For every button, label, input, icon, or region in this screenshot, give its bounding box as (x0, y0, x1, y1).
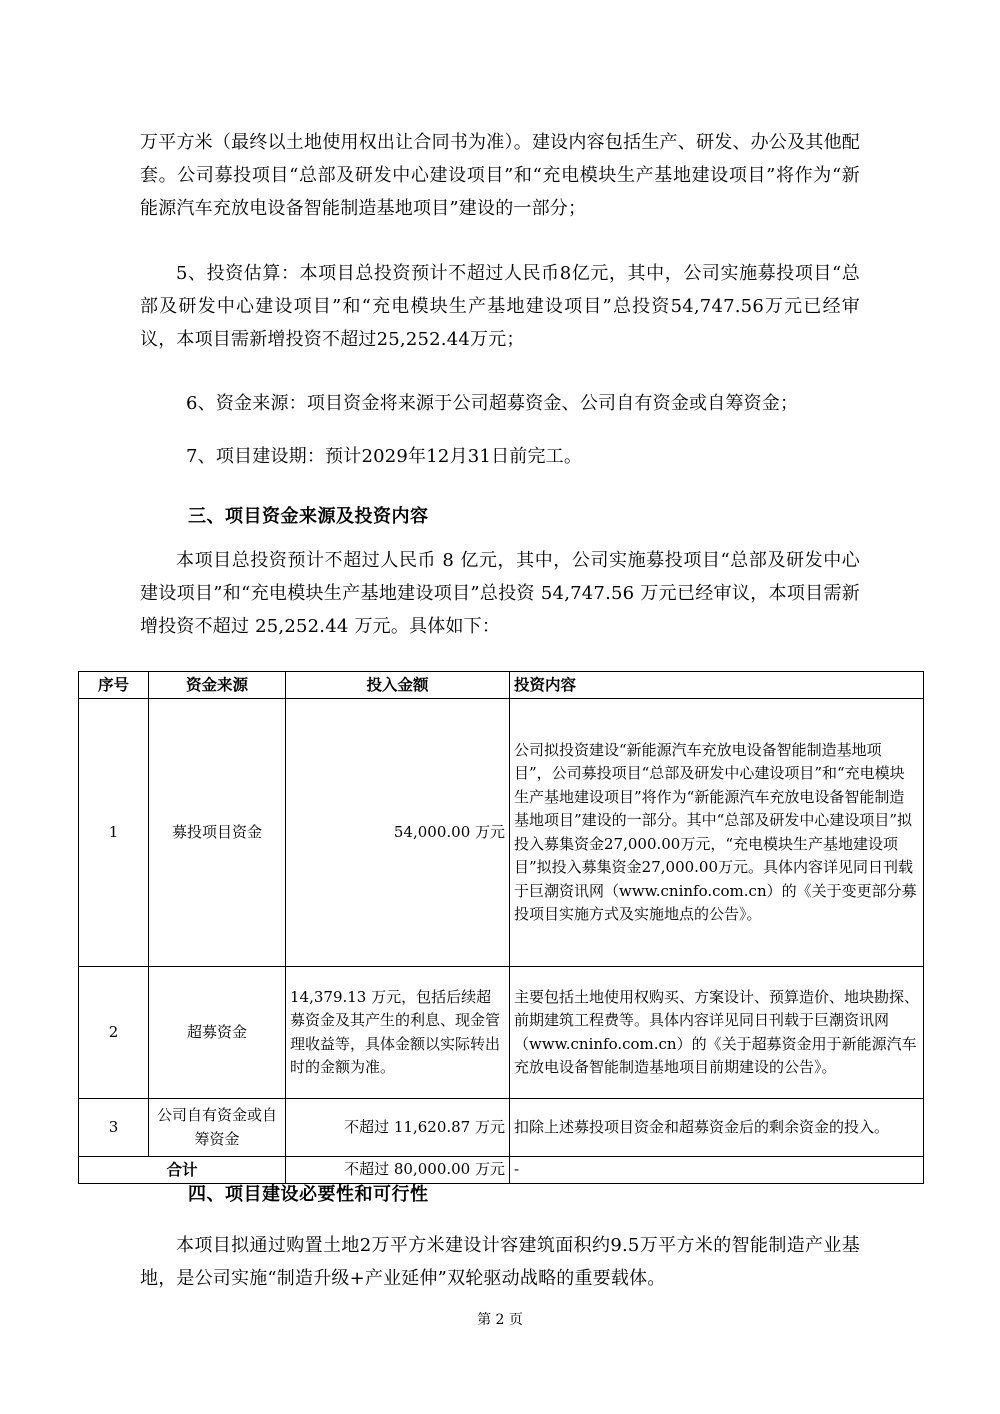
item-construction-period: 7、项目建设期：预计2029年12月31日前完工。 (186, 446, 583, 467)
table-row (79, 1099, 924, 1157)
total-content: - (510, 1157, 924, 1184)
row-content: 主要包括土地使用权购买、方案设计、预算造价、地块勘探、前期建筑工程费等。具体内容详见同日刊载于巨潮资讯网（www.cninfo.com.cn）的《关于超募资金用于新能源汽车充放电设备智能制造基地项目前期建设的公告》。 (510, 967, 924, 1099)
section-three-heading: 三、项目资金来源及投资内容 (188, 506, 429, 527)
header-content: 投资内容 (510, 672, 924, 699)
row-content: 扣除上述募投项目资金和超募资金后的剩余资金的投入。 (510, 1099, 924, 1157)
table-total-row (79, 1157, 924, 1184)
header-source: 资金来源 (149, 672, 286, 699)
row-no: 3 (79, 1099, 149, 1157)
row-no: 1 (79, 699, 149, 967)
item-investment-estimate: 5、投资估算：本项目总投资预计不超过人民币8亿元，其中，公司实施募投项目“总部及研发中心建设项目”和“充电模块生产基地建设项目”总投资54,747.56万元已经审议，本项目需新增投资不超过25,252.44万元； (140, 263, 860, 350)
item-funding-source: 6、资金来源：项目资金将来源于公司超募资金、公司自有资金或自筹资金； (186, 393, 799, 414)
total-amount: 不超过 80,000.00 万元 (286, 1157, 510, 1184)
funding-table (78, 671, 924, 1184)
paragraph-land-and-construction: 万平方米（最终以土地使用权出让合同书为准）。建设内容包括生产、研发、办公及其他配套。公司募投项目“总部及研发中心建设项目”和“充电模块生产基地建设项目”将作为“新能源汽车充放电设备智能制造基地项目”建设的一部分； (140, 132, 860, 219)
row-amount: 14,379.13 万元，包括后续超募资金及其产生的利息、现金管理收益等，具体金额以实际转出时的金额为准。 (286, 967, 510, 1099)
table-row (79, 699, 924, 967)
row-source: 公司自有资金或自筹资金 (149, 1099, 286, 1157)
header-no: 序号 (79, 672, 149, 699)
section-three-body: 本项目总投资预计不超过人民币 8 亿元，其中，公司实施募投项目“总部及研发中心建设项目”和“充电模块生产基地建设项目”总投资 54,747.56 万元已经审议，本项目需新增投资不超过 25,252.44 万元。具体如下： (140, 550, 860, 637)
row-amount: 54,000.00 万元 (286, 699, 510, 967)
row-no: 2 (79, 967, 149, 1099)
row-source: 超募资金 (149, 967, 286, 1099)
section-four-body: 本项目拟通过购置土地2万平方米建设计容建筑面积约9.5万平方米的智能制造产业基地，是公司实施“制造升级+产业延伸”双轮驱动战略的重要载体。 (140, 1235, 860, 1289)
table-header-row (79, 672, 924, 699)
table-row (79, 967, 924, 1099)
row-content: 公司拟投资建设“新能源汽车充放电设备智能制造基地项目”，公司募投项目“总部及研发中心建设项目”和“充电模块生产基地建设项目”将作为“新能源汽车充放电设备智能制造基地项目”建设的一部分。其中“总部及研发中心建设项目”拟投入募集资金27,000.00万元，“充电模块生产基地建设项目”拟投入募集资金27,000.00万元。具体内容详见同日刊载于巨潮资讯网（www.cninfo.com.cn）的《关于变更部分募投项目实施方式及实施地点的公告》。 (510, 699, 924, 967)
section-four-heading: 四、项目建设必要性和可行性 (188, 1184, 429, 1205)
total-label: 合计 (79, 1157, 286, 1184)
row-source: 募投项目资金 (149, 699, 286, 967)
row-amount: 不超过 11,620.87 万元 (286, 1099, 510, 1157)
header-amount: 投入金额 (286, 672, 510, 699)
page-number: 第 2 页 (477, 1312, 523, 1328)
